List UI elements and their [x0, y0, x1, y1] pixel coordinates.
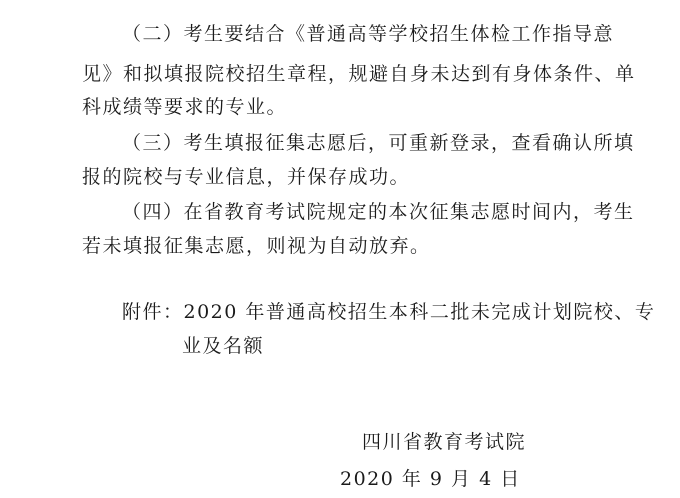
item-two-line-1: （二）考生要结合《普通高等学校招生体检工作指导意: [122, 23, 615, 45]
item-two-line-3: 科成绩等要求的专业。: [82, 96, 288, 118]
item-three-line-1: （三）考生填报征集志愿后，可重新登录，查看确认所填: [122, 132, 635, 154]
issue-date: 2020 年 9 月 4 日: [340, 468, 521, 490]
item-two-line-2: 见》和拟填报院校招生章程，规避自身未达到有身体条件、单: [82, 63, 636, 85]
attachment-line-2: 业及名额: [182, 335, 265, 357]
item-four-line-1: （四）在省教育考试院规定的本次征集志愿时间内，考生: [122, 201, 635, 223]
item-three-line-2: 报的院校与专业信息，并保存成功。: [82, 166, 411, 188]
issuing-organization: 四川省教育考试院: [362, 431, 527, 453]
item-four-line-2: 若未填报征集志愿，则视为自动放弃。: [82, 235, 431, 257]
attachment-line-1: 附件：2020 年普通高校招生本科二批未完成计划院校、专: [122, 301, 656, 323]
